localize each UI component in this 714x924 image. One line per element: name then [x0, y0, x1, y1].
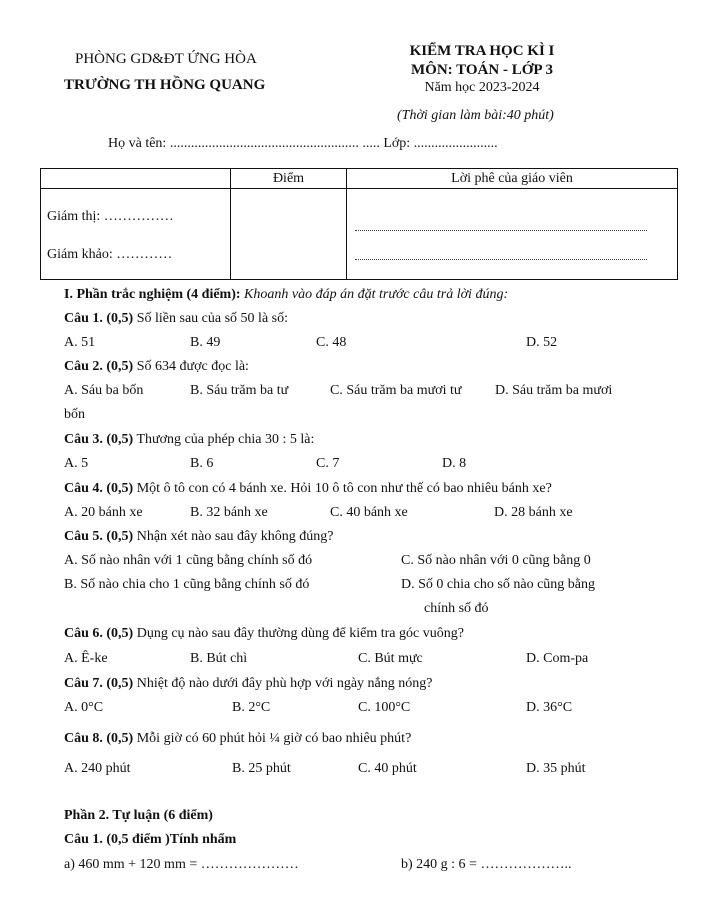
comment-cell[interactable] [347, 189, 678, 280]
option[interactable]: D. 28 bánh xe [494, 505, 573, 520]
question-label: Câu 8. (0,5) [64, 731, 134, 746]
part1-heading [64, 287, 508, 303]
question-6 [64, 626, 464, 642]
question-label: Câu 7. (0,5) [64, 676, 134, 691]
question-text: Một ô tô con có 4 bánh xe. Hỏi 10 ô tô con như thế có bao nhiêu bánh xe? [136, 481, 552, 496]
option[interactable]: B. 2°C [232, 700, 271, 715]
option[interactable]: C. 40 bánh xe [330, 505, 408, 520]
question-2 [64, 359, 249, 375]
comment-line-1 [355, 230, 647, 231]
question-label: Câu 4. (0,5) [64, 481, 134, 496]
option[interactable]: B. 6 [190, 456, 214, 471]
option[interactable]: A. Ê-ke [64, 651, 108, 666]
score-header: Điểm [231, 169, 347, 189]
question-text: Số 634 được đọc là: [136, 359, 249, 374]
question-text: Nhận xét nào sau đây không đúng? [136, 529, 334, 544]
option[interactable]: A. 240 phút [64, 761, 131, 776]
student-name-line[interactable]: Họ và tên: ...................................................... ..... Lớp: ........................ [108, 136, 498, 151]
question-8 [64, 731, 411, 747]
option[interactable]: B. 25 phút [232, 761, 291, 776]
question-3 [64, 432, 314, 448]
exam-title: KIỂM TRA HỌC KÌ I [409, 43, 555, 59]
question-text: Số liền sau của số 50 là số: [136, 311, 288, 326]
comment-line-2 [355, 259, 647, 260]
option[interactable]: D. 52 [526, 335, 558, 350]
grade-table-empty-header [41, 169, 231, 189]
option[interactable]: D. Số 0 chia cho số nào cũng bằng [401, 577, 596, 592]
question-label: Câu 3. (0,5) [64, 432, 134, 447]
examiner-label: Giám khảo: ………… [47, 247, 173, 262]
option[interactable]: B. Số nào chia cho 1 cũng bằng chính số đó [64, 577, 310, 592]
option[interactable]: A. 20 bánh xe [64, 505, 143, 520]
option[interactable]: C. 7 [316, 456, 340, 471]
option[interactable]: C. 40 phút [358, 761, 417, 776]
option[interactable]: A. Sáu ba bốn [64, 383, 144, 398]
option[interactable]: A. Số nào nhân với 1 cũng bằng chính số đó [64, 553, 313, 568]
question-text: Nhiệt độ nào dưới đây phù hợp với ngày nắng nóng? [136, 676, 433, 691]
question-5 [64, 529, 333, 545]
exam-year: Năm học 2023-2024 [424, 80, 540, 95]
exam-subject: MÔN: TOÁN - LỚP 3 [411, 62, 553, 78]
question-7 [64, 676, 432, 692]
question-text: Thương của phép chia 30 : 5 là: [136, 432, 315, 447]
option-wrap: chính số đó [424, 601, 489, 616]
score-cell[interactable] [231, 189, 347, 280]
proctor-label: Giám thị: …………… [47, 209, 174, 224]
part1-instruction: Khoanh vào đáp án đặt trước câu trả lời đúng: [244, 287, 509, 302]
question-label: Câu 2. (0,5) [64, 359, 134, 374]
part2-q1-a[interactable]: a) 460 mm + 120 mm = ………………… [64, 857, 299, 872]
exam-time: (Thời gian làm bài:40 phút) [397, 108, 554, 123]
part2-title: Phần 2. Tự luận (6 điểm) [64, 808, 213, 823]
question-1 [64, 311, 288, 327]
option[interactable]: B. Bút chì [190, 651, 248, 666]
option[interactable]: B. Sáu trăm ba tư [190, 383, 289, 398]
option[interactable]: D. 8 [442, 456, 467, 471]
option[interactable]: C. 48 [316, 335, 347, 350]
part2-question-1: Câu 1. (0,5 điểm )Tính nhẩm [64, 832, 237, 847]
option[interactable]: D. 36°C [526, 700, 573, 715]
question-label: Câu 5. (0,5) [64, 529, 134, 544]
option[interactable]: A. 5 [64, 456, 89, 471]
question-4 [64, 481, 552, 497]
school-name: TRƯỜNG TH HỒNG QUANG [64, 77, 266, 93]
option[interactable]: C. Sáu trăm ba mươi tư [330, 383, 462, 398]
question-text: Dụng cụ nào sau đây thường dùng để kiểm tra góc vuông? [136, 626, 464, 641]
option[interactable]: D. Sáu trăm ba mươi [495, 383, 613, 398]
option[interactable]: A. 0°C [64, 700, 104, 715]
option[interactable]: C. Bút mực [358, 651, 423, 666]
option[interactable]: D. Com-pa [526, 651, 589, 666]
question-label: Câu 6. (0,5) [64, 626, 134, 641]
option[interactable]: D. 35 phút [526, 761, 586, 776]
option[interactable]: A. 51 [64, 335, 96, 350]
part2-q1-b[interactable]: b) 240 g : 6 = ……………….. [401, 857, 572, 872]
option[interactable]: C. 100°C [358, 700, 411, 715]
question-text: Mỗi giờ có 60 phút hỏi ¼ giờ có bao nhiêu phút? [136, 731, 412, 746]
comment-header: Lời phê của giáo viên [347, 169, 678, 189]
option-wrap: bốn [64, 407, 85, 422]
part1-title: I. Phần trắc nghiệm (4 điểm): [64, 287, 241, 302]
option[interactable]: C. Số nào nhân với 0 cũng bằng 0 [401, 553, 591, 568]
signer-cell [41, 189, 231, 280]
option[interactable]: B. 32 bánh xe [190, 505, 268, 520]
option[interactable]: B. 49 [190, 335, 221, 350]
question-label: Câu 1. (0,5) [64, 311, 134, 326]
dept-name: PHÒNG GD&ĐT ỨNG HÒA [75, 51, 257, 67]
grade-table [40, 168, 678, 280]
